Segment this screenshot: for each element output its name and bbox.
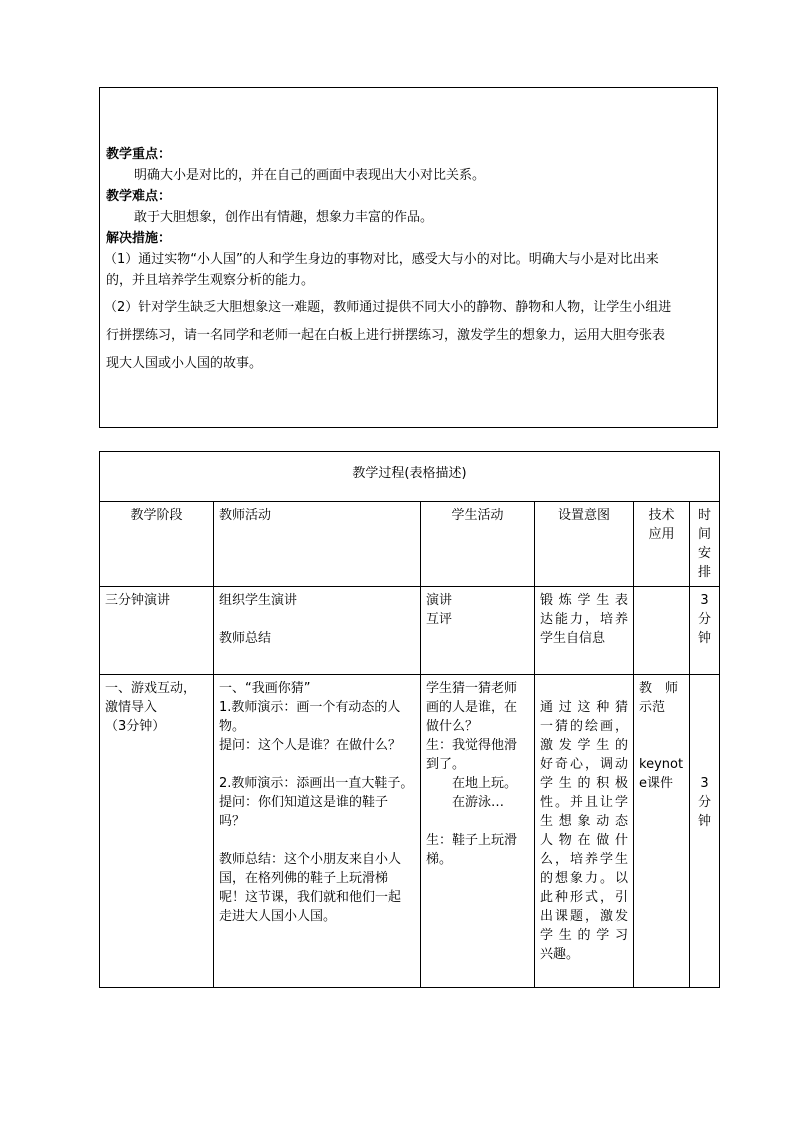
row2-intent bbox=[535, 675, 634, 988]
key-points-label: 教学重点： bbox=[106, 147, 172, 162]
cell-line: （3分钟） bbox=[105, 719, 166, 734]
cell-line: 钟 bbox=[697, 631, 711, 646]
cell-line: 到了。 bbox=[426, 757, 466, 772]
cell-line bbox=[219, 610, 415, 629]
measure-1-line-1: （1）通过实物“小人国”的人和学生身边的事物对比，感受大与小的对比。明确大与小是对比出来 bbox=[104, 252, 659, 267]
cell-line bbox=[639, 717, 684, 736]
cell-line: 在地上玩。 bbox=[426, 776, 518, 791]
focus-section bbox=[99, 87, 718, 428]
cell-line: 生想象动态 bbox=[540, 814, 628, 829]
cell-line bbox=[692, 736, 717, 755]
cell-line bbox=[426, 812, 529, 831]
cell-line: 教 师 bbox=[639, 681, 679, 696]
cell-line: 物。 bbox=[219, 719, 246, 734]
row2-student bbox=[421, 675, 535, 988]
row1-student bbox=[421, 587, 535, 675]
cell-line: 分 bbox=[697, 612, 711, 627]
row2-tech bbox=[634, 675, 690, 988]
cell-line: 人物在做什 bbox=[540, 833, 628, 848]
header-student: 学生活动 bbox=[421, 502, 535, 587]
measure-2-line-1: （2）针对学生缺乏大胆想象这一难题，教师通过提供不同大小的静物、静物和人物，让学生小组进 bbox=[104, 300, 672, 315]
cell-line: 生：我觉得他滑 bbox=[426, 738, 518, 753]
cell-line: 激发学生的 bbox=[540, 738, 628, 753]
cell-line: 间 bbox=[697, 527, 711, 542]
header-time bbox=[690, 502, 720, 587]
cell-line: 激情导入 bbox=[105, 700, 158, 715]
header-intent: 设置意图 bbox=[535, 502, 634, 587]
cell-line: 呢！这节课，我们就和他们一起 bbox=[219, 890, 402, 905]
cell-line: 3 bbox=[700, 776, 709, 791]
cell-line: 分 bbox=[697, 795, 711, 810]
cell-line: 2.教师演示：添画出一直大鞋子。 bbox=[219, 776, 414, 791]
cell-line: 走进大人国小人国。 bbox=[219, 909, 337, 924]
measure-2-line-2: 行拼摆练习，请一名同学和老师一起在白板上进行拼摆练习，激发学生的想象力，运用大胆夸张表 bbox=[106, 328, 666, 343]
cell-line: 提问：这个人是谁？在做什么？ bbox=[219, 738, 402, 753]
cell-line: 学生自信息 bbox=[540, 631, 606, 646]
row1-stage bbox=[100, 587, 214, 675]
process-title: 教学过程(表格描述) bbox=[100, 452, 720, 502]
row1-teacher bbox=[214, 587, 421, 675]
cell-line: 钟 bbox=[697, 814, 711, 829]
cell-line: 通过这种猜 bbox=[540, 700, 628, 715]
cell-line: 互评 bbox=[426, 612, 453, 627]
cell-line bbox=[692, 698, 717, 717]
row1-intent bbox=[535, 587, 634, 675]
cell-line: 出课题，激发 bbox=[540, 909, 628, 924]
cell-line: 学生的学习 bbox=[540, 928, 628, 943]
header-tech: 技术应用 bbox=[634, 502, 690, 587]
cell-line: 安 bbox=[697, 546, 711, 561]
cell-line: 三分钟演讲 bbox=[105, 593, 171, 608]
measures-label: 解决措施： bbox=[106, 231, 172, 246]
cell-line bbox=[540, 679, 628, 698]
difficulty-text: 敢于大胆想象，创作出有情趣，想象力丰富的作品。 bbox=[134, 210, 434, 225]
cell-line: 学生的积极 bbox=[540, 776, 628, 791]
cell-line: 做什么？ bbox=[426, 719, 479, 734]
cell-line: 好奇心，调动 bbox=[540, 757, 628, 772]
cell-line bbox=[692, 717, 717, 736]
cell-line bbox=[219, 831, 415, 850]
key-points-text: 明确大小是对比的，并在自己的画面中表现出大小对比关系。 bbox=[134, 168, 486, 183]
cell-line: 排 bbox=[697, 565, 711, 580]
cell-line: 学生猜一猜老师 bbox=[426, 681, 518, 696]
cell-line: 1.教师演示：画一个有动态的人 bbox=[219, 700, 401, 715]
cell-line: 的想象力。以 bbox=[540, 871, 628, 886]
row2-stage bbox=[100, 675, 214, 988]
cell-line: 此种形式，引 bbox=[540, 890, 628, 905]
cell-line: 兴趣。 bbox=[540, 947, 580, 962]
cell-line: 提问：你们知道这是谁的鞋子 bbox=[219, 795, 389, 810]
process-table bbox=[99, 451, 720, 988]
cell-line: keynot bbox=[639, 757, 684, 772]
difficulty-label: 教学难点： bbox=[106, 189, 172, 204]
row2-time bbox=[690, 675, 720, 988]
header-stage: 教学阶段 bbox=[100, 502, 214, 587]
cell-line: 锻炼学生表 bbox=[540, 593, 628, 608]
cell-line bbox=[692, 679, 717, 698]
row2-teacher bbox=[214, 675, 421, 988]
cell-line bbox=[692, 755, 717, 774]
cell-line: 时 bbox=[697, 508, 711, 523]
cell-line: 一猜的绘画， bbox=[540, 719, 628, 734]
cell-line: 一、“我画你猜” bbox=[219, 681, 311, 696]
cell-line: 国，在格列佛的鞋子上玩滑梯 bbox=[219, 871, 389, 886]
measure-1-line-2: 的，并且培养学生观察分析的能力。 bbox=[106, 273, 315, 288]
header-teacher: 教师活动 bbox=[214, 502, 421, 587]
cell-line: 在游泳… bbox=[426, 795, 505, 810]
cell-line: 画的人是谁，在 bbox=[426, 700, 518, 715]
cell-line: 吗？ bbox=[219, 814, 246, 829]
row1-tech bbox=[634, 587, 690, 675]
cell-line: 教师总结：这个小朋友来自小人 bbox=[219, 852, 402, 867]
cell-line: e课件 bbox=[639, 776, 673, 791]
cell-line bbox=[219, 755, 415, 774]
cell-line: 一、游戏互动， bbox=[105, 681, 197, 696]
cell-line: 生：鞋子上玩滑 bbox=[426, 833, 518, 848]
cell-line: 性。并且让学 bbox=[540, 795, 628, 810]
cell-line bbox=[639, 736, 684, 755]
cell-line: 3 bbox=[700, 593, 709, 608]
cell-line: 么，培养学生 bbox=[540, 852, 628, 867]
row1-time bbox=[690, 587, 720, 675]
cell-line: 演讲 bbox=[426, 593, 453, 608]
cell-line: 梯。 bbox=[426, 852, 453, 867]
cell-line: 教师总结 bbox=[219, 631, 272, 646]
cell-line: 示范 bbox=[639, 700, 666, 715]
measure-2-line-3: 现大人国或小人国的故事。 bbox=[106, 356, 263, 371]
cell-line: 组织学生演讲 bbox=[219, 593, 298, 608]
cell-line: 达能力，培养 bbox=[540, 612, 628, 627]
